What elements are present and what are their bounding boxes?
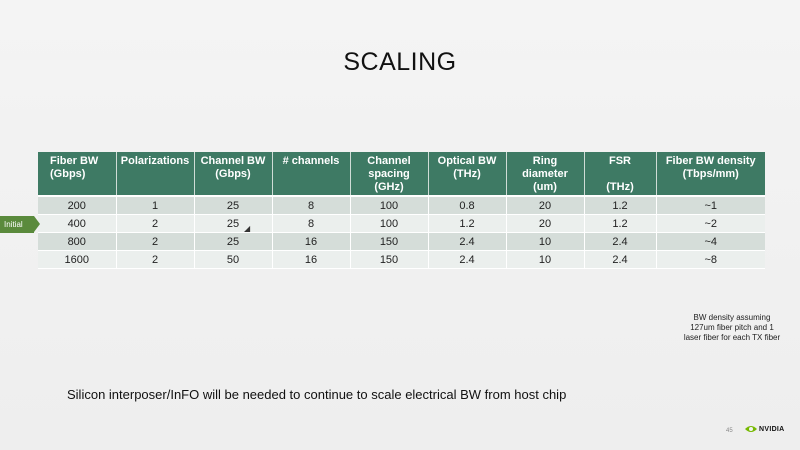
header-polarizations: Polarizations bbox=[116, 152, 194, 196]
table-cell: 100 bbox=[350, 196, 428, 215]
table-cell: 1 bbox=[116, 196, 194, 215]
table-cell: 25 bbox=[194, 233, 272, 251]
table-cell: ~1 bbox=[656, 196, 765, 215]
nvidia-logo bbox=[745, 425, 785, 433]
table-cell: 10 bbox=[506, 251, 584, 269]
table-cell: 25 bbox=[194, 196, 272, 215]
header-optical-bw: Optical BW (THz) bbox=[428, 152, 506, 196]
nvidia-eye-icon bbox=[745, 425, 757, 433]
scaling-table-container bbox=[38, 152, 765, 269]
initial-label: Initial bbox=[4, 220, 23, 229]
table-cell: ~4 bbox=[656, 233, 765, 251]
table-cell: 200 bbox=[38, 196, 116, 215]
header-fiber-bw-density: Fiber BW density (Tbps/mm) bbox=[656, 152, 765, 196]
table-cell: 800 bbox=[38, 233, 116, 251]
initial-arrow-marker bbox=[0, 216, 34, 233]
table-cell: 1600 bbox=[38, 251, 116, 269]
logo-text: NVIDIA bbox=[759, 425, 785, 433]
table-cell: 1.2 bbox=[428, 215, 506, 233]
header-channel-bw: Channel BW (Gbps) bbox=[194, 152, 272, 196]
mouse-cursor-icon: ◢ bbox=[244, 224, 251, 233]
table-row bbox=[38, 251, 765, 269]
header-fiber-bw: Fiber BW (Gbps) bbox=[38, 152, 116, 196]
table-cell: 100 bbox=[350, 215, 428, 233]
slide-title: SCALING bbox=[343, 48, 457, 76]
table-row bbox=[38, 233, 765, 251]
table-cell: 400 bbox=[38, 215, 116, 233]
table-cell: 20 bbox=[506, 196, 584, 215]
table-cell: 1.2 bbox=[584, 215, 656, 233]
table-cell: 10 bbox=[506, 233, 584, 251]
table-cell: 2.4 bbox=[584, 251, 656, 269]
table-cell: ~8 bbox=[656, 251, 765, 269]
table-cell: 2 bbox=[116, 215, 194, 233]
table-cell: 8 bbox=[272, 196, 350, 215]
table-cell: 1.2 bbox=[584, 196, 656, 215]
table-cell: 2.4 bbox=[584, 233, 656, 251]
table-cell: 2.4 bbox=[428, 233, 506, 251]
table-cell: 2.4 bbox=[428, 251, 506, 269]
table-cell: 8 bbox=[272, 215, 350, 233]
table-cell: 20 bbox=[506, 215, 584, 233]
table-cell: 16 bbox=[272, 233, 350, 251]
header-channels: # channels bbox=[272, 152, 350, 196]
header-channel-spacing: Channel spacing (GHz) bbox=[350, 152, 428, 196]
page-number: 45 bbox=[726, 428, 733, 434]
header-fsr: FSR (THz) bbox=[584, 152, 656, 196]
table-cell: 16 bbox=[272, 251, 350, 269]
table-row bbox=[38, 215, 765, 233]
table-cell: ~2 bbox=[656, 215, 765, 233]
scaling-table bbox=[38, 152, 765, 269]
table-cell: 25 bbox=[194, 215, 272, 233]
table-header-row bbox=[38, 152, 765, 196]
table-cell: 0.8 bbox=[428, 196, 506, 215]
table-row bbox=[38, 196, 765, 215]
table-cell: 2 bbox=[116, 233, 194, 251]
header-ring-diameter: Ring diameter (um) bbox=[506, 152, 584, 196]
table-cell: 150 bbox=[350, 233, 428, 251]
table-cell: 50 bbox=[194, 251, 272, 269]
table-cell: 150 bbox=[350, 251, 428, 269]
table-cell: 2 bbox=[116, 251, 194, 269]
interposer-statement: Silicon interposer/InFO will be needed to continue to scale electrical BW from host chip bbox=[67, 387, 567, 402]
bw-density-note: BW density assuming 127um fiber pitch and 1 laser fiber for each TX fiber bbox=[683, 313, 781, 342]
